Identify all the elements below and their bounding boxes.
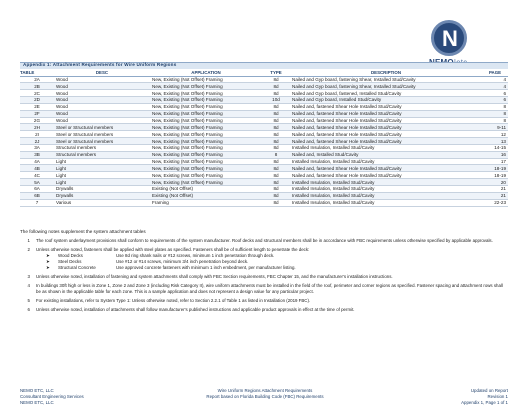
note-4: 4 In buildings 30ft high or less in Zone 1, Zone 2 and Zone 3 (including Risk Category II), wire uniform attachments must be installed in the field of the roof, perimeter and corner regions as specified. Fastener spacing and attachment rows shall be as shown in the applicable table for each zone. This is a sample application and does not represent a design value for any particular project. [27,283,503,294]
cell-description: Nailed and Gyp board, fastened, Installed Stud/Cavity [290,90,482,97]
cell-page: 17 [482,158,508,165]
cell-page: 16 [482,151,508,158]
note-6: 6 Unless otherwise noted, installation of attachments shall follow manufacturer's published instructions and applicable product approvals in effect at the time of permit. [27,307,355,312]
cell-table: 7 [20,199,54,206]
table-row [20,76,508,83]
footer-left: NEMO ETC, LLC Consultant Engineering Services NEMO ETC, LLC [20,388,84,405]
col-header-type: TYPE [262,70,290,76]
cell-desc: Structural members [54,144,150,151]
cell-table: 6A [20,186,54,193]
table-row [20,179,508,186]
cell-application: New, Existing (Not Offset) Framing [150,144,262,151]
cell-type: 8 [262,151,290,158]
cell-type: 10d [262,97,290,104]
cell-table: 2D [20,97,54,104]
cell-table: 2B [20,83,54,90]
notes-intro: The following notes supplement the system attachment tables [20,229,146,234]
table-row [20,83,508,90]
table-row [20,124,508,131]
cell-desc: Steel or Structural members [54,138,150,145]
table-row [20,138,508,145]
arrow-bullet-icon: ➤ [46,265,50,270]
cell-description: Nailed and, fastened Shear Hole Installed Stud/Cavity [290,138,482,145]
table-row [20,97,508,104]
cell-page: 6 [482,97,508,104]
cell-desc: Various [54,199,150,206]
cell-table: 5A [20,179,54,186]
requirements-table [20,70,508,207]
cell-application: New, Existing (Not Offset) Framing [150,131,262,138]
cell-description: Nailed and Gyp board, Installed Stud/Cavity [290,97,482,104]
cell-table: 4C [20,172,54,179]
table-row [20,186,508,193]
cell-application: Existing (Not Offset) [150,186,262,193]
cell-table: 4A [20,158,54,165]
cell-description: Nailed and, fastened Shear Hole Installed Stud/Cavity [290,124,482,131]
cell-desc: Wood [54,117,150,124]
cell-description: Installed Insulation, Installed Stud/Cavity [290,192,482,199]
cell-application: Existing (Not Offset) [150,192,262,199]
cell-description: Installed Insulation, Installed Stud/Cavity [290,199,482,206]
cell-description: Nailed and, fastened Shear Hole Installed Stud/Cavity [290,172,482,179]
cell-page: 14-15 [482,144,508,151]
note-2-sub-wood: ➤ Wood Decks Use 8d ring shank nails or #12 screws, minimum 1 inch penetration through deck. [46,253,275,258]
cell-desc: Wood [54,76,150,83]
cell-page: 9-11 [482,124,508,131]
logo-mark-icon: N [431,20,467,56]
note-1: 1 The roof system underlayment provisions shall conform to requirements of the system manufacturer. Roof decks and structural members shall be in accordance with FBC requirements unless otherwise specified by applicable approvals. [27,238,493,243]
cell-description: Nailed and, fastened Shear Hole Installed Stud/Cavity [290,131,482,138]
cell-type: 8d [262,144,290,151]
col-header-table: TABLE [20,70,54,76]
cell-description: Installed Insulation, Installed Stud/Cavity [290,158,482,165]
cell-desc: Light [54,165,150,172]
cell-application: New, Existing (Not Offset) Framing [150,103,262,110]
cell-application: New, Existing (Not Offset) Framing [150,172,262,179]
cell-description: Installed Insulation, Installed Stud/Cavity [290,179,482,186]
cell-table: 2J [20,138,54,145]
cell-type: 8d [262,124,290,131]
cell-desc: Wood [54,103,150,110]
note-5: 5 For existing installations, refer to System Type 1: Unless otherwise noted, refer to Section 2.2.1 of Table 1 as listed in Installation (2019 FBC). [27,298,311,303]
cell-application: New, Existing (Not Offset) Framing [150,83,262,90]
cell-page: 4 [482,83,508,90]
cell-table: 2E [20,103,54,110]
cell-page: 6 [482,90,508,97]
cell-type: 8d [262,172,290,179]
footer-right: Updated on Report Revision 1 Appendix 1, Page 1 of 1 [461,388,508,405]
table-row [20,151,508,158]
cell-desc: Drywalls [54,186,150,193]
cell-description: Installed Insulation, Installed Stud/Cavity [290,186,482,193]
cell-application: New, Existing (Not Offset) Framing [150,97,262,104]
table-row [20,172,508,179]
cell-desc: Light [54,172,150,179]
cell-page: 13 [482,138,508,145]
cell-type: 8d [262,90,290,97]
cell-desc: Light [54,158,150,165]
cell-page: 8 [482,110,508,117]
appendix-title: Appendix 1: Attachment Requirements for Wire Uniform Regions [23,62,177,67]
cell-type: 8d [262,165,290,172]
table-row [20,199,508,206]
cell-application: Framing [150,199,262,206]
cell-type: 8d [262,179,290,186]
cell-page: 20 [482,179,508,186]
note-2: 2 Unless otherwise noted, fasteners shall be applied with steel plates as specified. Fasteners shall be of sufficient length to penetrate the deck: ➤ Wood Decks Use 8d ring shank nails or #12 screws, minimum 1 inch penetration through deck. ➤ Steel Decks Use #12 or #14 screws, minimum 3/4 inch penetration beyond deck. ➤ Structural Concrete Use approved concrete fasteners with minimum 1 inch embedment, per manufacturer listing. [20,247,508,271]
table-row [20,144,508,151]
cell-application: New, Existing (Not Offset) Framing [150,90,262,97]
cell-table: 2A [20,76,54,83]
cell-page: 12 [482,131,508,138]
cell-table: 3A [20,144,54,151]
cell-type: 8d [262,110,290,117]
cell-desc: Steel or Structural members [54,124,150,131]
col-header-page: PAGE [482,70,508,76]
cell-type: 8d [262,192,290,199]
cell-type: 8d [262,103,290,110]
cell-type: 8d [262,83,290,90]
note-2-sub-steel: ➤ Steel Decks Use #12 or #14 screws, minimum 3/4 inch penetration beyond deck. [46,259,249,264]
cell-application: New, Existing (Not Offset) Framing [150,158,262,165]
cell-desc: Wood [54,97,150,104]
cell-description: Nailed and, Installed Stud/Cavity [290,151,482,158]
cell-application: New, Existing (Not Offset) Framing [150,165,262,172]
cell-page: 4 [482,76,508,83]
cell-desc: Drywalls [54,192,150,199]
cell-type: 8d [262,117,290,124]
cell-application: New, Existing (Not Offset) Framing [150,110,262,117]
col-header-application: APPLICATION [150,70,262,76]
cell-application: New, Existing (Not Offset) Framing [150,117,262,124]
appendix-title-bar [20,62,508,69]
cell-desc: Steel or Structural members [54,131,150,138]
cell-desc: Wood [54,110,150,117]
note-3: 3 Unless otherwise noted, installation of fastening and system attachments shall comply with FBC Section requirements, FBC Chapter 15, and the manufacturer's installation instructions. [27,274,393,279]
cell-application: New, Existing (Not Offset) Framing [150,76,262,83]
arrow-bullet-icon: ➤ [46,253,50,258]
cell-type: 8d [262,138,290,145]
cell-table: 2H [20,124,54,131]
cell-page: 21 [482,186,508,193]
cell-description: Nailed and, fastened Shear Hole Installed Stud/Cavity [290,165,482,172]
cell-page: 8 [482,117,508,124]
cell-type: 8d [262,76,290,83]
table-row [20,110,508,117]
cell-type: 8d [262,199,290,206]
cell-page: 8 [482,103,508,110]
table-row [20,165,508,172]
cell-table: 2C [20,90,54,97]
cell-description: Nailed and Gyp board, fastening Shear, Installed Stud/Cavity [290,76,482,83]
table-row [20,117,508,124]
cell-description: Installed Insulation, Installed Stud/Cavity [290,144,482,151]
cell-application: New, Existing (Not Offset) Framing [150,124,262,131]
cell-page: 18-19 [482,172,508,179]
cell-desc: Structural members [54,151,150,158]
cell-description: Nailed and, fastened Shear Hole Installed Stud/Cavity [290,103,482,110]
cell-page: 18-19 [482,165,508,172]
cell-type: 8d [262,131,290,138]
cell-table: 2F [20,110,54,117]
cell-table: 2I [20,131,54,138]
cell-type: 8d [262,158,290,165]
table-row [20,103,508,110]
col-header-desc: DESC [54,70,150,76]
cell-table: 6B [20,192,54,199]
cell-application: New, Existing (Not Offset) Framing [150,138,262,145]
cell-description: Nailed and, fastened Shear Hole Installed Stud/Cavity [290,117,482,124]
table-row [20,90,508,97]
col-header-description: DESCRIPTION [290,70,482,76]
notes-list [20,238,508,316]
cell-page: 21 [482,192,508,199]
cell-desc: Wood [54,83,150,90]
cell-desc: Wood [54,90,150,97]
cell-application: New, Existing (Not Offset) Framing [150,179,262,186]
arrow-bullet-icon: ➤ [46,259,50,264]
cell-description: Nailed and, fastened Shear Hole Installed Stud/Cavity [290,110,482,117]
table-row [20,158,508,165]
footer-center: Wire Uniform Regions Attachment Requirements Report based on Florida Building Code (FBC) Requirements [206,388,324,399]
cell-application: New, Existing (Not Offset) Framing [150,151,262,158]
cell-type: 8d [262,186,290,193]
cell-table: 3B [20,151,54,158]
note-2-sub-concrete: ➤ Structural Concrete Use approved concrete fasteners with minimum 1 inch embedment, per manufacturer listing. [46,265,296,270]
table-row [20,192,508,199]
page-footer [20,388,508,408]
cell-page: 22-23 [482,199,508,206]
table-row [20,131,508,138]
cell-desc: Light [54,179,150,186]
cell-table: 4B [20,165,54,172]
cell-table: 2G [20,117,54,124]
cell-description: Nailed and Gyp board, fastening Shear, Installed Stud/Cavity [290,83,482,90]
